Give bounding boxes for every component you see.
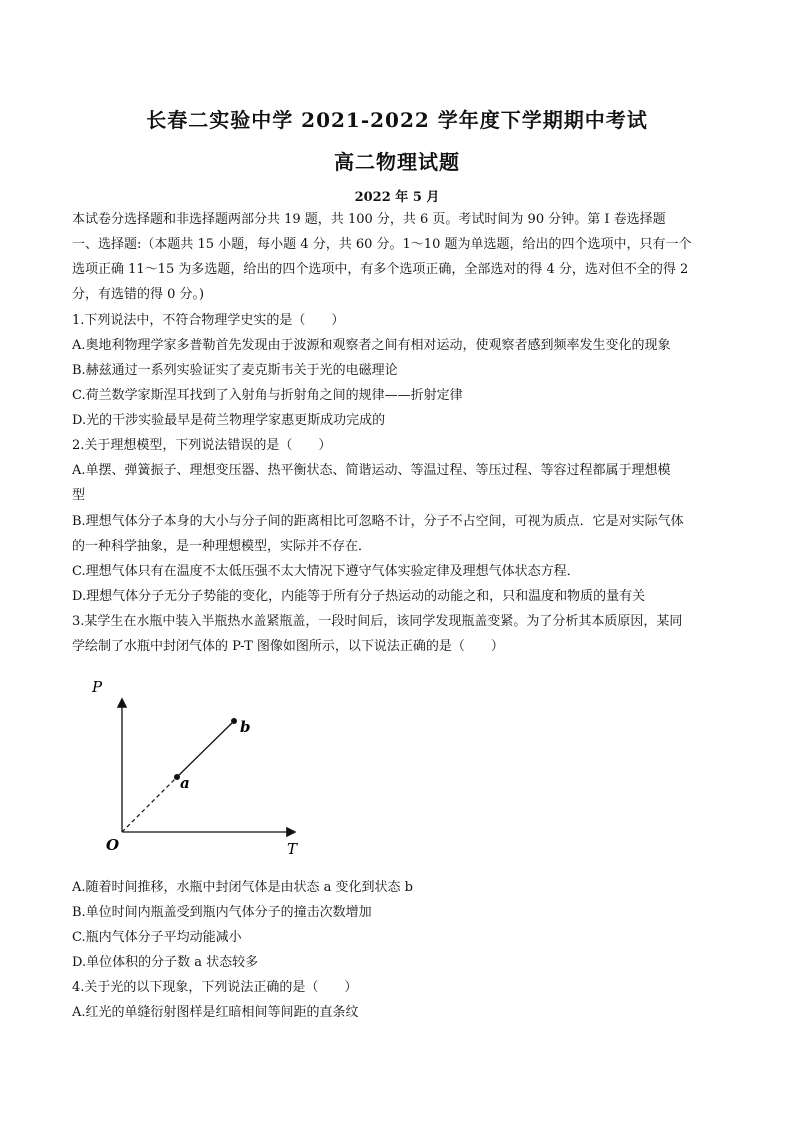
- q2-option-a-line1: A.单摆、弹簧振子、理想变压器、热平衡状态、简谐运动、等温过程、等压过程、等容过程都属于理想模: [72, 463, 671, 478]
- q3-option-d: D.单位体积的分子数 a 状态较多: [72, 955, 259, 970]
- q1-option-b: B.赫兹通过一系列实验证实了麦克斯韦关于光的电磁理论: [72, 363, 398, 378]
- t-axis-label: T: [287, 840, 298, 858]
- p-axis-label: P: [92, 678, 103, 696]
- q4-option-a: A.红光的单缝衍射图样是红暗相间等间距的直条纹: [72, 1005, 359, 1020]
- origin-label: O: [106, 836, 120, 854]
- q2-option-b-line2: 的一种科学抽象，是一种理想模型，实际并不存在．: [72, 539, 372, 554]
- q4-stem: 4.关于光的以下现象，下列说法正确的是（ ）: [72, 980, 358, 995]
- ab-line: [177, 721, 234, 777]
- pt-graph-figure: [84, 672, 314, 862]
- q1-option-c: C.荷兰数学家斯涅耳找到了入射角与折射角之间的规律——折射定律: [72, 388, 463, 403]
- q3-stem-line2: 学绘制了水瓶中封闭气体的 P-T 图像如图所示，以下说法正确的是（ ）: [72, 639, 504, 654]
- point-b: [231, 718, 237, 724]
- intro-line-4: 分，有选错的得 0 分。): [72, 287, 205, 302]
- point-a-label: a: [180, 774, 190, 792]
- q3-option-a: A.随着时间推移，水瓶中封闭气体是由状态 a 变化到状态 b: [72, 880, 413, 895]
- extension-dashed-line: [122, 777, 177, 832]
- intro-line-3: 选项正确 11～15 为多选题，给出的四个选项中，有多个选项正确，全部选对的得 4 分，选对但不全的得 2: [72, 262, 689, 277]
- q2-stem: 2.关于理想模型，下列说法错误的是（ ）: [72, 438, 332, 453]
- q3-stem-line1: 3.某学生在水瓶中装入半瓶热水盖紧瓶盖，一段时间后，该同学发现瓶盖变紧。为了分析其本质原因，某同: [72, 614, 683, 629]
- q1-option-a: A.奥地利物理学家多普勒首先发现由于波源和观察者之间有相对运动，使观察者感到频率发生变化的现象: [72, 338, 671, 353]
- intro-line-2: 一、选择题:（本题共 15 小题，每小题 4 分，共 60 分。1～10 题为单选题，给出的四个选项中，只有一个: [72, 237, 692, 252]
- q1-stem: 1.下列说法中，不符合物理学史实的是（ ）: [72, 313, 345, 328]
- q2-option-b-line1: B.理想气体分子本身的大小与分子间的距离相比可忽略不计，分子不占空间，可视为质点．它是对实际气体: [72, 514, 684, 529]
- q1-option-d: D.光的干涉实验最早是荷兰物理学家惠更斯成功完成的: [72, 413, 386, 428]
- subject-title: 高二物理试题: [334, 150, 460, 174]
- intro-line-1: 本试卷分选择题和非选择题两部分共 19 题，共 100 分，共 6 页。考试时间为 90 分钟。第 I 卷选择题: [72, 212, 666, 227]
- q3-option-b: B.单位时间内瓶盖受到瓶内气体分子的撞击次数增加: [72, 905, 372, 920]
- q2-option-d: D.理想气体分子无分子势能的变化，内能等于所有分子热运动的动能之和，只和温度和物质的量有关: [72, 589, 646, 604]
- q2-option-c: C.理想气体只有在温度不太低压强不太大情况下遵守气体实验定律及理想气体状态方程．: [72, 564, 580, 579]
- q2-option-a-line2: 型: [72, 488, 86, 503]
- exam-date: 2022 年 5 月: [354, 190, 440, 205]
- pt-graph: [84, 672, 314, 862]
- point-b-label: b: [240, 718, 251, 736]
- q3-option-c: C.瓶内气体分子平均动能减小: [72, 930, 242, 945]
- school-title: 长春二实验中学 2021-2022 学年度下学期期中考试: [146, 108, 648, 132]
